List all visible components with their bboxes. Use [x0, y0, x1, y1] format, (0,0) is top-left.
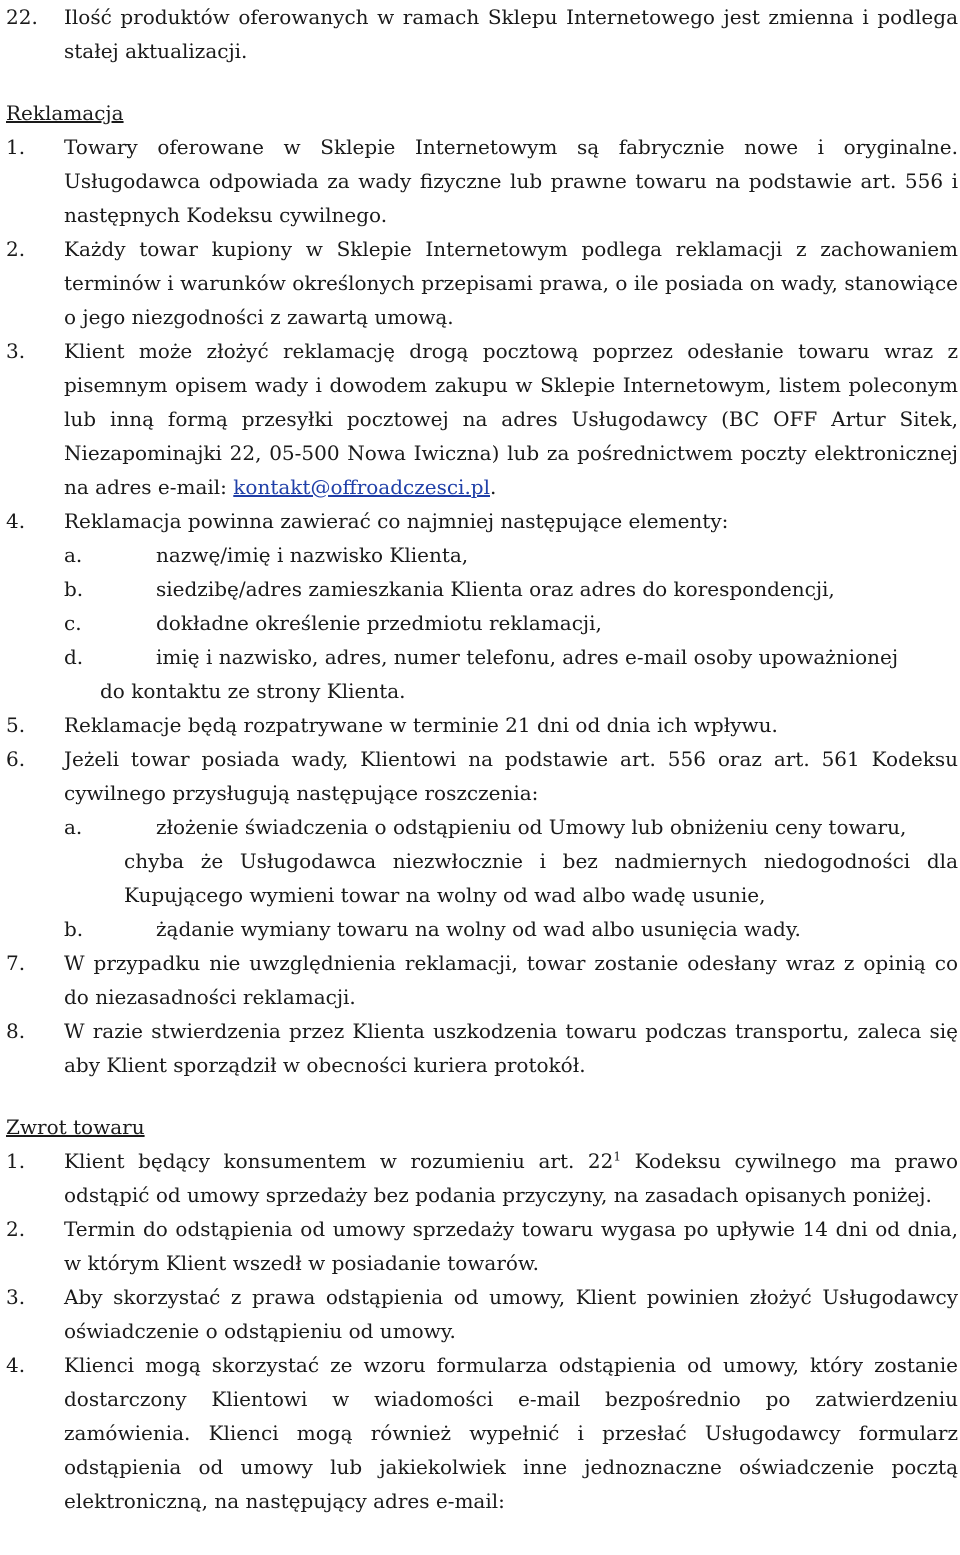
subitem-text: żądanie wymiany towaru na wolny od wad albo usunięcia wady.: [156, 917, 801, 941]
reklamacja-item-5: [6, 708, 960, 742]
item-text-continued: Kodeksu cywilnego ma prawo odstąpić od umowy sprzedaży bez podania przyczyny, na zasadach opisanych poniżej.: [64, 1149, 958, 1207]
subitem-text: złożenie świadczenia o odstąpieniu od Umowy lub obniżeniu ceny towaru,: [156, 815, 907, 839]
zwrot-item-3: [6, 1280, 960, 1348]
item-number: 2.: [6, 237, 26, 261]
reklamacja-subitem-b: [6, 572, 960, 606]
item-number: 6.: [6, 747, 26, 771]
list-item-22: [6, 0, 960, 68]
item-text-end: .: [490, 475, 497, 499]
subitem-letter: a.: [64, 815, 83, 839]
email-link[interactable]: kontakt@offroadczesci.pl: [233, 475, 491, 499]
item-number: 4.: [6, 509, 26, 533]
item-text: Towary oferowane w Sklepie Internetowym są fabrycznie nowe i oryginalne. Usługodawca odpowiada za wady fizyczne lub prawne towaru na podstawie art. 556 i następnych Kodeksu cywilnego.: [64, 135, 958, 227]
item-number: 22.: [6, 5, 38, 29]
reklamacja-item-8: [6, 1014, 960, 1082]
reklamacja-item-3: [6, 334, 960, 504]
subitem-text: nazwę/imię i nazwisko Klienta,: [156, 543, 469, 567]
item-text: Termin do odstąpienia od umowy sprzedaży towaru wygasa po upływie 14 dni od dnia, w którym Klient wszedł w posiadanie towarów.: [64, 1217, 958, 1275]
item-number: 7.: [6, 951, 26, 975]
item-text: Klient może złożyć reklamację drogą pocztową poprzez odesłanie towaru wraz z pisemnym opisem wady i dowodem zakupu w Sklepie Internetowym, listem poleconym lub inną formą przesyłki pocztowej na adres Usługodawcy (BC OFF Artur Sitek, Niezapominajki 22, 05-500 Nowa Iwiczna) lub za pośrednictwem poczty elektronicznej na adres e-mail:: [64, 339, 958, 499]
subitem-text-continued: do kontaktu ze strony Klienta.: [100, 679, 406, 703]
reklamacja-item-6: [6, 742, 960, 810]
item-text: Jeżeli towar posiada wady, Klientowi na podstawie art. 556 oraz art. 561 Kodeksu cywilnego przysługują następujące roszczenia:: [64, 747, 958, 805]
reklamacja-item-4: [6, 504, 960, 538]
item-text: Klient będący konsumentem w rozumieniu art. 22: [64, 1149, 614, 1173]
item-number: 8.: [6, 1019, 26, 1043]
item-text: Aby skorzystać z prawa odstąpienia od umowy, Klient powinien złożyć Usługodawcy oświadczenie o odstąpieniu od umowy.: [64, 1285, 958, 1343]
subitem-letter: a.: [64, 543, 83, 567]
item-number: 1.: [6, 135, 26, 159]
subitem-text: dokładne określenie przedmiotu reklamacji,: [156, 611, 602, 635]
reklamacja-item-2: [6, 232, 960, 334]
item-text: Klienci mogą skorzystać ze wzoru formularza odstąpienia od umowy, który zostanie dostarczony Klientowi w wiadomości e-mail bezpośrednio po zatwierdzeniu zamówienia. Klienci mogą również wypełnić i przesłać Usługodawcy formularz odstąpienia od umowy lub jakiekolwiek inne jednoznaczne oświadczenie pocztą elektroniczną, na następujący adres e-mail:: [64, 1353, 958, 1513]
reklamacja-subitem-c: [6, 606, 960, 640]
section-spacer: [6, 68, 960, 96]
item-text: Każdy towar kupiony w Sklepie Internetowym podlega reklamacji z zachowaniem terminów i warunków określonych przepisami prawa, o ile posiada on wady, stanowiące o jego niezgodności z zawartą umową.: [64, 237, 958, 329]
item-number: 2.: [6, 1217, 26, 1241]
zwrot-item-4: [6, 1348, 960, 1518]
item-text: Reklamacje będą rozpatrywane w terminie 21 dni od dnia ich wpływu.: [64, 713, 778, 737]
superscript: 1: [613, 1149, 622, 1164]
section-heading-zwrot: Zwrot towaru: [6, 1115, 145, 1139]
reklamacja-subitem-a: [6, 538, 960, 572]
reklamacja-subitem-6a: [6, 810, 960, 912]
reklamacja-subitem-d: [6, 640, 960, 708]
item-number: 1.: [6, 1149, 26, 1173]
reklamacja-subitem-6b: [6, 912, 960, 946]
item-number: 3.: [6, 1285, 26, 1309]
subitem-text-continued: chyba że Usługodawca niezwłocznie i bez nadmiernych niedogodności dla Kupującego wymieni towar na wolny od wad albo wadę usunie,: [124, 849, 958, 907]
item-number: 3.: [6, 339, 26, 363]
subitem-text: imię i nazwisko, adres, numer telefonu, adres e-mail osoby upoważnionej: [156, 645, 899, 669]
subitem-text: siedzibę/adres zamieszkania Klienta oraz adres do korespondencji,: [156, 577, 835, 601]
section-spacer: [6, 1082, 960, 1110]
subitem-letter: d.: [64, 645, 84, 669]
reklamacja-item-7: [6, 946, 960, 1014]
item-number: 4.: [6, 1353, 26, 1377]
item-text: W przypadku nie uwzględnienia reklamacji, towar zostanie odesłany wraz z opinią co do niezasadności reklamacji.: [64, 951, 958, 1009]
item-text: Ilość produktów oferowanych w ramach Sklepu Internetowego jest zmienna i podlega stałej aktualizacji.: [64, 5, 958, 63]
section-heading-reklamacja: Reklamacja: [6, 101, 124, 125]
item-text: W razie stwierdzenia przez Klienta uszkodzenia towaru podczas transportu, zaleca się aby Klient sporządził w obecności kuriera protokół.: [64, 1019, 958, 1077]
subitem-letter: c.: [64, 611, 82, 635]
subitem-letter: b.: [64, 917, 84, 941]
reklamacja-item-1: [6, 130, 960, 232]
zwrot-item-1: [6, 1144, 960, 1212]
item-number: 5.: [6, 713, 26, 737]
zwrot-item-2: [6, 1212, 960, 1280]
subitem-letter: b.: [64, 577, 84, 601]
item-text: Reklamacja powinna zawierać co najmniej następujące elementy:: [64, 509, 729, 533]
